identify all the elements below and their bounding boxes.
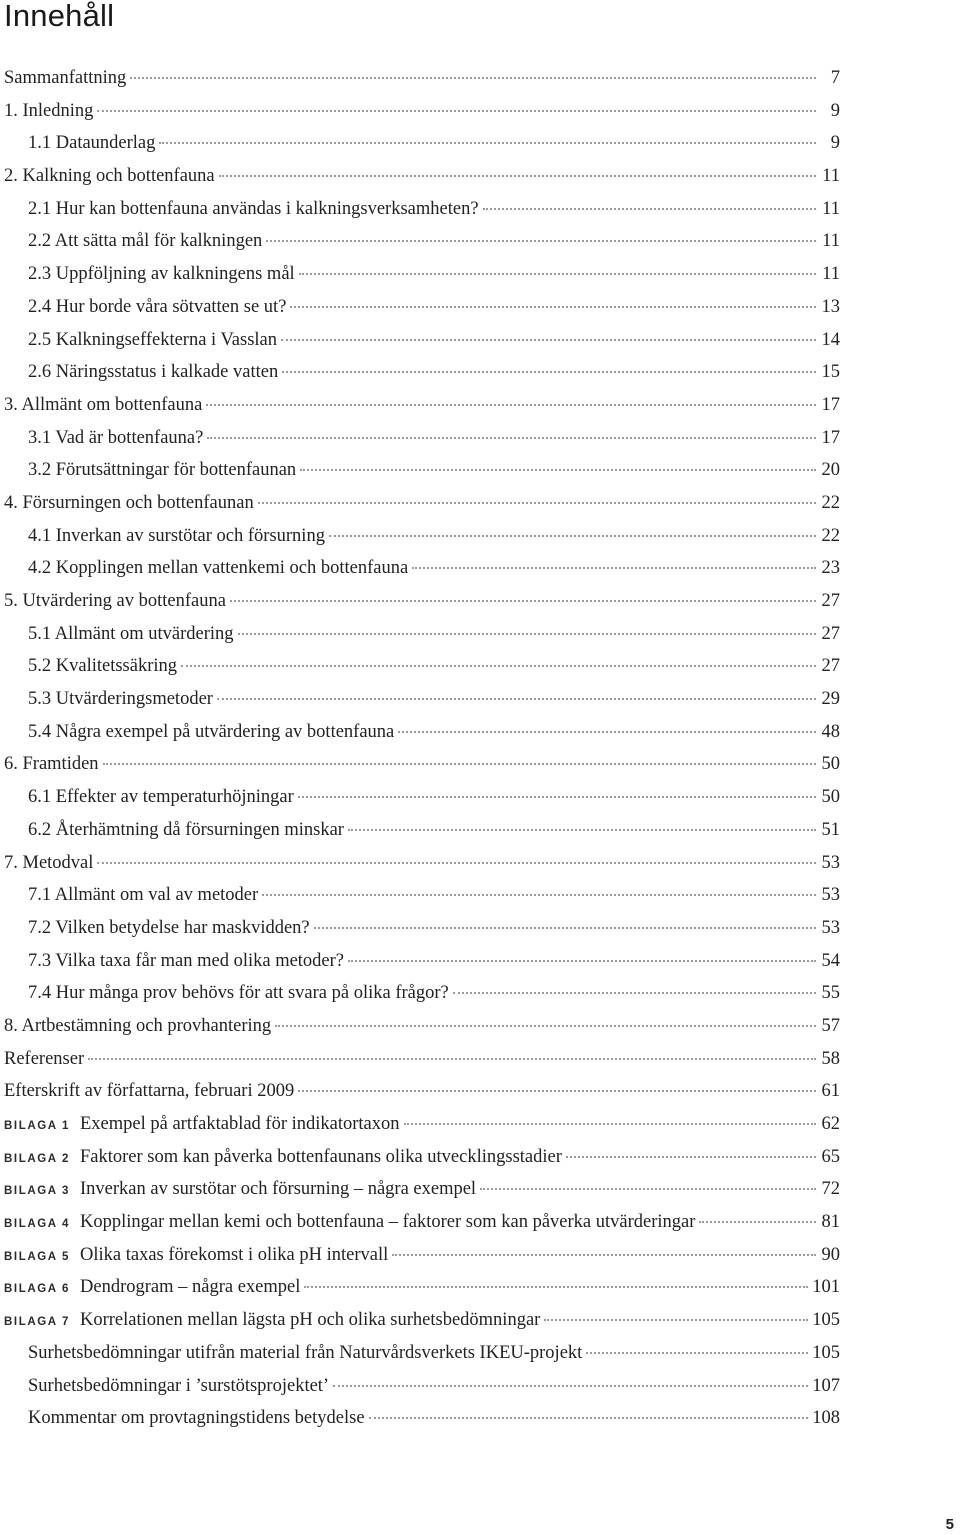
toc-entry-page: 11 <box>822 166 840 187</box>
toc-entry-page: 62 <box>821 1114 840 1134</box>
toc-entry[interactable] <box>4 166 840 199</box>
dot-leader <box>258 502 816 504</box>
toc-entry-label: Sammanfattning <box>4 68 127 88</box>
toc-appendix-entry[interactable] <box>4 1310 840 1343</box>
toc-entry-page: 9 <box>830 100 840 121</box>
dot-leader <box>103 763 816 765</box>
toc-entry[interactable] <box>4 199 840 232</box>
toc-entry[interactable] <box>4 853 840 886</box>
dot-leader <box>480 1188 816 1190</box>
toc-appendix-entry[interactable] <box>4 1147 840 1180</box>
page-title: Innehåll <box>4 0 115 33</box>
toc-entry-label: Surhetsbedömningar i ’surstötsprojektet’ <box>28 1375 330 1396</box>
toc-entry-page: 54 <box>821 950 840 971</box>
dot-leader <box>262 894 816 896</box>
toc-entry[interactable] <box>4 101 840 134</box>
toc-entry-page: 72 <box>821 1179 840 1200</box>
toc-entry[interactable] <box>4 297 840 330</box>
toc-entry-label: 3.1 Vad är bottenfauna? <box>28 427 204 448</box>
dot-leader <box>453 992 816 994</box>
toc-entry-page: 50 <box>821 787 840 808</box>
page-number: 5 <box>945 1516 954 1533</box>
toc-entry[interactable] <box>4 395 840 428</box>
toc-appendix-entry[interactable] <box>4 1277 840 1310</box>
appendix-tag: BILAGA 2 <box>4 1152 71 1165</box>
dot-leader <box>586 1352 808 1354</box>
dot-leader <box>299 273 816 275</box>
toc-entry-page: 11 <box>822 264 840 285</box>
dot-leader <box>88 1058 816 1060</box>
toc-entry[interactable] <box>4 133 840 166</box>
toc-entry-label: 2.4 Hur borde våra sötvatten se ut? <box>28 296 287 317</box>
toc-entry-label: 5. Utvärdering av bottenfauna <box>4 591 226 611</box>
toc-entry-page: 11 <box>822 231 840 252</box>
dot-leader <box>281 339 816 341</box>
toc-entry-label: 6.2 Återhämtning då försurningen minskar <box>28 819 344 840</box>
toc-entry[interactable] <box>4 558 840 591</box>
toc-entry[interactable] <box>4 526 840 559</box>
toc-entry-page: 23 <box>821 558 840 579</box>
toc-entry[interactable] <box>4 362 840 395</box>
toc-entry-label: 4.2 Kopplingen mellan vattenkemi och bottenfauna <box>28 558 409 579</box>
toc-entry[interactable] <box>4 591 840 624</box>
toc-entry-page: 27 <box>821 623 840 644</box>
toc-entry[interactable] <box>4 820 840 853</box>
dot-leader <box>206 404 816 406</box>
dot-leader <box>130 77 816 79</box>
toc-entry-label: 1.1 Dataunderlag <box>28 133 156 154</box>
toc-appendix-entry[interactable] <box>4 1114 840 1147</box>
dot-leader <box>275 1025 816 1027</box>
dot-leader <box>238 633 816 635</box>
toc-entry-label: Referenser <box>4 1048 85 1069</box>
dot-leader <box>159 142 816 144</box>
toc-entry-page: 53 <box>821 885 840 906</box>
toc-entry-label: 6.1 Effekter av temperaturhöjningar <box>28 787 294 808</box>
toc-entry[interactable] <box>4 264 840 297</box>
toc-entry-label: Faktorer som kan påverka bottenfaunans olika utvecklingsstadier <box>80 1146 562 1167</box>
toc-entry-page: 27 <box>821 656 840 677</box>
toc-entry-label: 5.4 Några exempel på utvärdering av bottenfauna <box>28 721 395 742</box>
toc-entry[interactable] <box>4 983 840 1016</box>
dot-leader <box>181 665 816 667</box>
dot-leader <box>566 1156 816 1158</box>
toc-entry[interactable] <box>4 460 840 493</box>
toc-entry[interactable] <box>4 722 840 755</box>
toc-appendix-entry[interactable] <box>4 1179 840 1212</box>
toc-sub-entry[interactable] <box>4 1408 840 1441</box>
toc-entry-page: 55 <box>821 983 840 1004</box>
toc-entry[interactable] <box>4 689 840 722</box>
toc-entry-label: 8. Artbestämning och provhantering <box>4 1015 272 1036</box>
dot-leader <box>333 1385 808 1387</box>
toc-entry-page: 50 <box>821 754 840 775</box>
toc-entry-page: 81 <box>821 1212 840 1233</box>
dot-leader <box>290 306 816 308</box>
toc-entry-label: 7.4 Hur många prov behövs för att svara på olika frågor? <box>28 983 449 1004</box>
toc-entry[interactable] <box>4 918 840 951</box>
toc-entry-page: 17 <box>821 394 840 415</box>
toc-entry-page: 48 <box>821 721 840 742</box>
toc-entry[interactable] <box>4 493 840 526</box>
toc-entry-page: 58 <box>821 1048 840 1069</box>
toc-entry-label: 1. Inledning <box>4 100 94 121</box>
appendix-tag: BILAGA 1 <box>4 1120 71 1132</box>
appendix-tag: BILAGA 5 <box>4 1250 71 1263</box>
appendix-tag: BILAGA 4 <box>4 1218 71 1231</box>
toc-entry-page: 13 <box>821 296 840 317</box>
toc-entry-label: 7.2 Vilken betydelse har maskvidden? <box>28 917 310 938</box>
toc-entry-label: 3.2 Förutsättningar för bottenfaunan <box>28 460 297 481</box>
toc-entry-page: 22 <box>821 492 840 513</box>
dot-leader <box>483 208 816 210</box>
toc-entry-label: 2.1 Hur kan bottenfauna användas i kalkningsverksamheten? <box>28 198 479 219</box>
toc-entry-page: 27 <box>821 591 840 611</box>
toc-entry-page: 51 <box>821 819 840 840</box>
toc-entry-label: 6. Framtiden <box>4 754 99 775</box>
toc-entry[interactable] <box>4 885 840 918</box>
toc-entry-label: 7.1 Allmänt om val av metoder <box>28 885 259 906</box>
toc-entry-label: 2.5 Kalkningseffekterna i Vasslan <box>28 329 278 350</box>
dot-leader <box>217 698 816 700</box>
toc-entry-page: 17 <box>821 427 840 448</box>
toc-entry-label: Surhetsbedömningar utifrån material från Naturvårdsverkets IKEU-projekt <box>28 1342 583 1363</box>
toc-entry-page: 65 <box>821 1146 840 1167</box>
toc-entry-label: 5.1 Allmänt om utvärdering <box>28 623 234 644</box>
toc-entry-label: Kopplingar mellan kemi och bottenfauna – faktorer som kan påverka utvärderingar <box>80 1212 696 1233</box>
toc-entry-page: 53 <box>821 852 840 873</box>
toc-entry-page: 101 <box>812 1277 840 1298</box>
toc-sub-entry[interactable] <box>4 1376 840 1409</box>
toc-entry-label: Dendrogram – några exempel <box>80 1277 301 1298</box>
toc-entry-page: 53 <box>821 917 840 938</box>
dot-leader <box>298 1090 816 1092</box>
toc-entry-page: 7 <box>830 68 840 88</box>
dot-leader <box>348 960 816 962</box>
toc-entry-label: 4. Försurningen och bottenfaunan <box>4 492 254 513</box>
toc-entry-label: 7.3 Vilka taxa får man med olika metoder? <box>28 950 345 971</box>
toc-entry-page: 11 <box>822 198 840 219</box>
dot-leader <box>329 535 816 537</box>
toc-entry-label: 5.3 Utvärderingsmetoder <box>28 689 213 710</box>
dot-leader <box>369 1417 809 1419</box>
toc-entry-label: 7. Metodval <box>4 852 94 873</box>
appendix-tag: BILAGA 6 <box>4 1283 71 1296</box>
toc-entry-label: 2.2 Att sätta mål för kalkningen <box>28 231 263 252</box>
toc-entry-label: 2.6 Näringsstatus i kalkade vatten <box>28 362 279 383</box>
dot-leader <box>699 1221 816 1223</box>
toc-entry[interactable] <box>4 754 840 787</box>
dot-leader <box>398 731 816 733</box>
toc-sub-entry[interactable] <box>4 1343 840 1376</box>
toc-entry-label: 2.3 Uppföljning av kalkningens mål <box>28 264 295 285</box>
toc-entry-page: 15 <box>821 362 840 383</box>
toc-entry-page: 9 <box>830 133 840 154</box>
toc-entry-page: 61 <box>821 1081 840 1102</box>
toc-entry[interactable] <box>4 787 840 820</box>
toc-entry-label: Olika taxas förekomst i olika pH intervall <box>80 1244 389 1265</box>
toc-entry-label: Inverkan av surstötar och försurning – några exempel <box>80 1179 477 1200</box>
dot-leader <box>97 110 816 112</box>
dot-leader <box>282 371 816 373</box>
toc-entry-page: 22 <box>821 525 840 546</box>
toc-entry-page: 105 <box>812 1342 840 1363</box>
toc-entry[interactable] <box>4 1049 840 1082</box>
toc-entry-label: 2. Kalkning och bottenfauna <box>4 166 215 187</box>
dot-leader <box>298 796 816 798</box>
dot-leader <box>97 862 816 864</box>
dot-leader <box>404 1123 816 1125</box>
toc-entry-page: 20 <box>821 460 840 481</box>
toc-entry-label: Efterskrift av författarna, februari 2009 <box>4 1081 295 1102</box>
dot-leader <box>544 1319 808 1321</box>
toc-entry[interactable] <box>4 1016 840 1049</box>
toc-entry[interactable] <box>4 68 840 101</box>
dot-leader <box>314 927 816 929</box>
toc-entry-page: 14 <box>821 329 840 350</box>
toc-entry-page: 57 <box>821 1015 840 1036</box>
toc-appendix-entry[interactable] <box>4 1245 840 1278</box>
toc-entry-page: 108 <box>812 1408 840 1429</box>
toc-entry[interactable] <box>4 231 840 264</box>
toc-entry-label: Exempel på artfaktablad för indikatortaxon <box>80 1114 400 1134</box>
toc-entry[interactable] <box>4 951 840 984</box>
toc-entry-label: Korrelationen mellan lägsta pH och olika surhetsbedömningar <box>80 1310 541 1331</box>
dot-leader <box>348 829 816 831</box>
toc-entry[interactable] <box>4 656 840 689</box>
toc-entry-label: 5.2 Kvalitetssäkring <box>28 656 178 677</box>
toc-entry-label: 4.1 Inverkan av surstötar och försurning <box>28 525 325 546</box>
toc-entry-page: 90 <box>821 1244 840 1265</box>
toc-entry-label: 3. Allmänt om bottenfauna <box>4 394 203 415</box>
toc-appendix-entry[interactable] <box>4 1212 840 1245</box>
dot-leader <box>300 469 816 471</box>
appendix-tag: BILAGA 7 <box>4 1316 71 1329</box>
dot-leader <box>392 1254 816 1256</box>
dot-leader <box>304 1286 808 1288</box>
dot-leader <box>207 437 816 439</box>
toc-entry[interactable] <box>4 330 840 363</box>
table-of-contents <box>4 68 840 1441</box>
toc-entry[interactable] <box>4 624 840 657</box>
dot-leader <box>266 240 816 242</box>
toc-entry-page: 107 <box>812 1375 840 1396</box>
dot-leader <box>412 567 816 569</box>
toc-entry-label: Kommentar om provtagningstidens betydelse <box>28 1408 365 1429</box>
dot-leader <box>219 175 816 177</box>
appendix-tag: BILAGA 3 <box>4 1185 71 1198</box>
toc-entry-page: 105 <box>812 1310 840 1331</box>
toc-entry[interactable] <box>4 1081 840 1114</box>
toc-entry-page: 29 <box>821 689 840 710</box>
toc-entry[interactable] <box>4 428 840 461</box>
dot-leader <box>230 600 816 602</box>
